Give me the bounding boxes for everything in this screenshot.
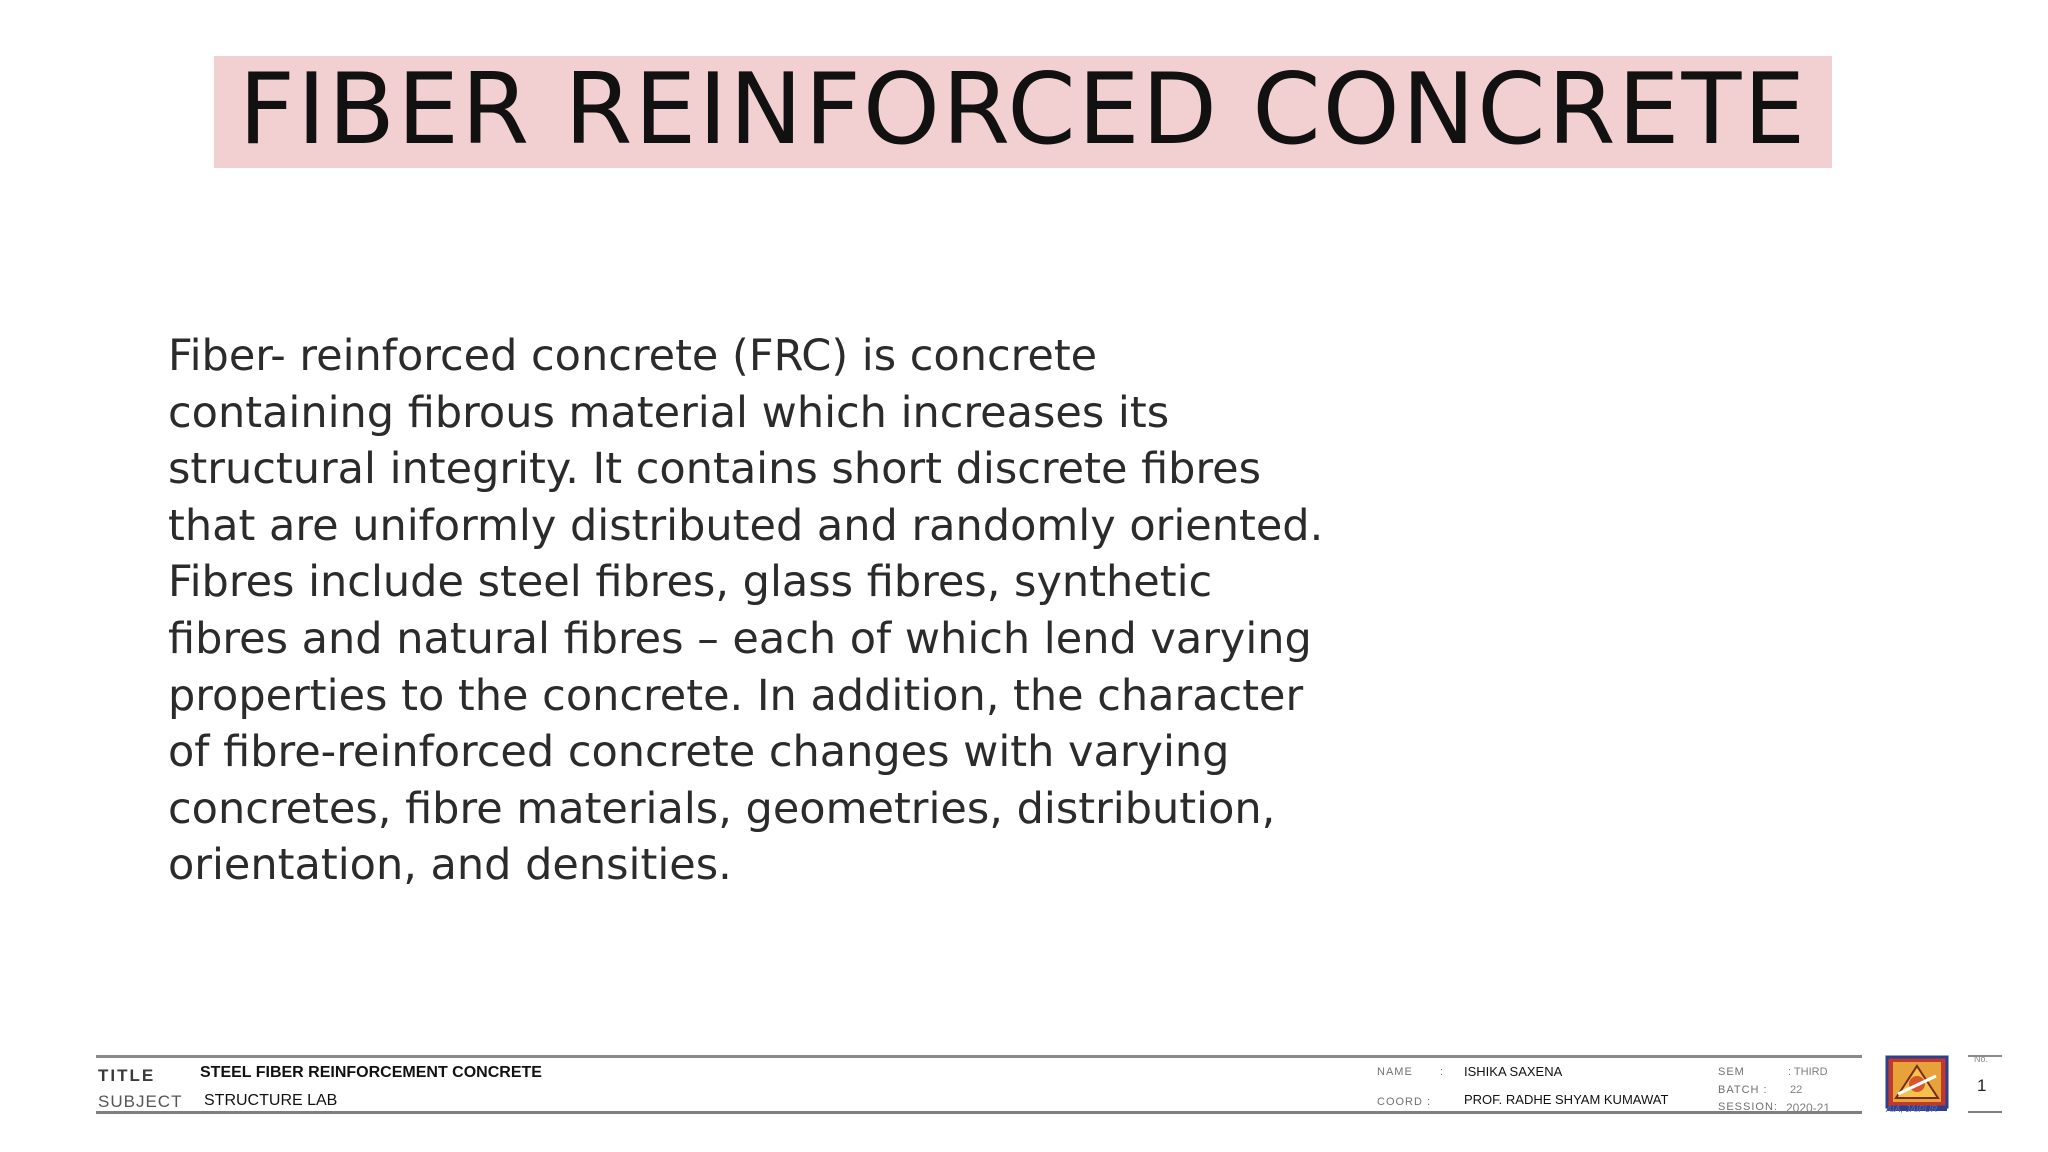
sem-value: : THIRD — [1788, 1066, 1828, 1078]
coord-label: COORD : — [1377, 1096, 1432, 1108]
coord-value: PROF. RADHE SHYAM KUMAWAT — [1464, 1092, 1669, 1107]
name-label: NAME — [1377, 1066, 1413, 1078]
page-number: 1 — [1977, 1076, 1987, 1095]
logo-caption: AIA, JAIPUR — [1886, 1104, 1938, 1114]
name-value: ISHIKA SAXENA — [1464, 1064, 1563, 1079]
batch-label: BATCH : — [1718, 1084, 1768, 1096]
subject-label: SUBJECT — [98, 1092, 183, 1111]
footer-top-rule — [96, 1055, 1862, 1058]
session-value: 2020-21 — [1786, 1101, 1831, 1115]
name-separator: : — [1440, 1066, 1444, 1078]
footer-bottom-rule — [96, 1111, 1862, 1114]
title-value: STEEL FIBER REINFORCEMENT CONCRETE — [200, 1064, 542, 1081]
subject-value: STRUCTURE LAB — [204, 1092, 338, 1109]
sem-label: SEM — [1718, 1066, 1745, 1078]
slide-title: FIBER REINFORCED CONCRETE — [238, 53, 1808, 167]
page-number-label: No. — [1974, 1054, 1989, 1064]
page-number-bottom-rule — [1968, 1111, 2002, 1113]
body-paragraph: Fiber- reinforced concrete (FRC) is concrete containing fibrous material which increases its structural integrity. It contains short discrete fibres that are uniformly distributed and randomly oriented. Fibres include steel fibres, glass fibres, synthetic fibres and natural fibres – each of which lend varying properties to the concrete. In addition, the character of fibre-reinforced concrete changes with varying concretes, fibre materials, geometries, distribution, orientation, and densities. — [168, 331, 1324, 891]
batch-value: 22 — [1790, 1084, 1803, 1096]
title-block-footer — [0, 1050, 2048, 1152]
title-label: TITLE — [98, 1066, 156, 1085]
session-label: SESSION: — [1718, 1101, 1778, 1113]
